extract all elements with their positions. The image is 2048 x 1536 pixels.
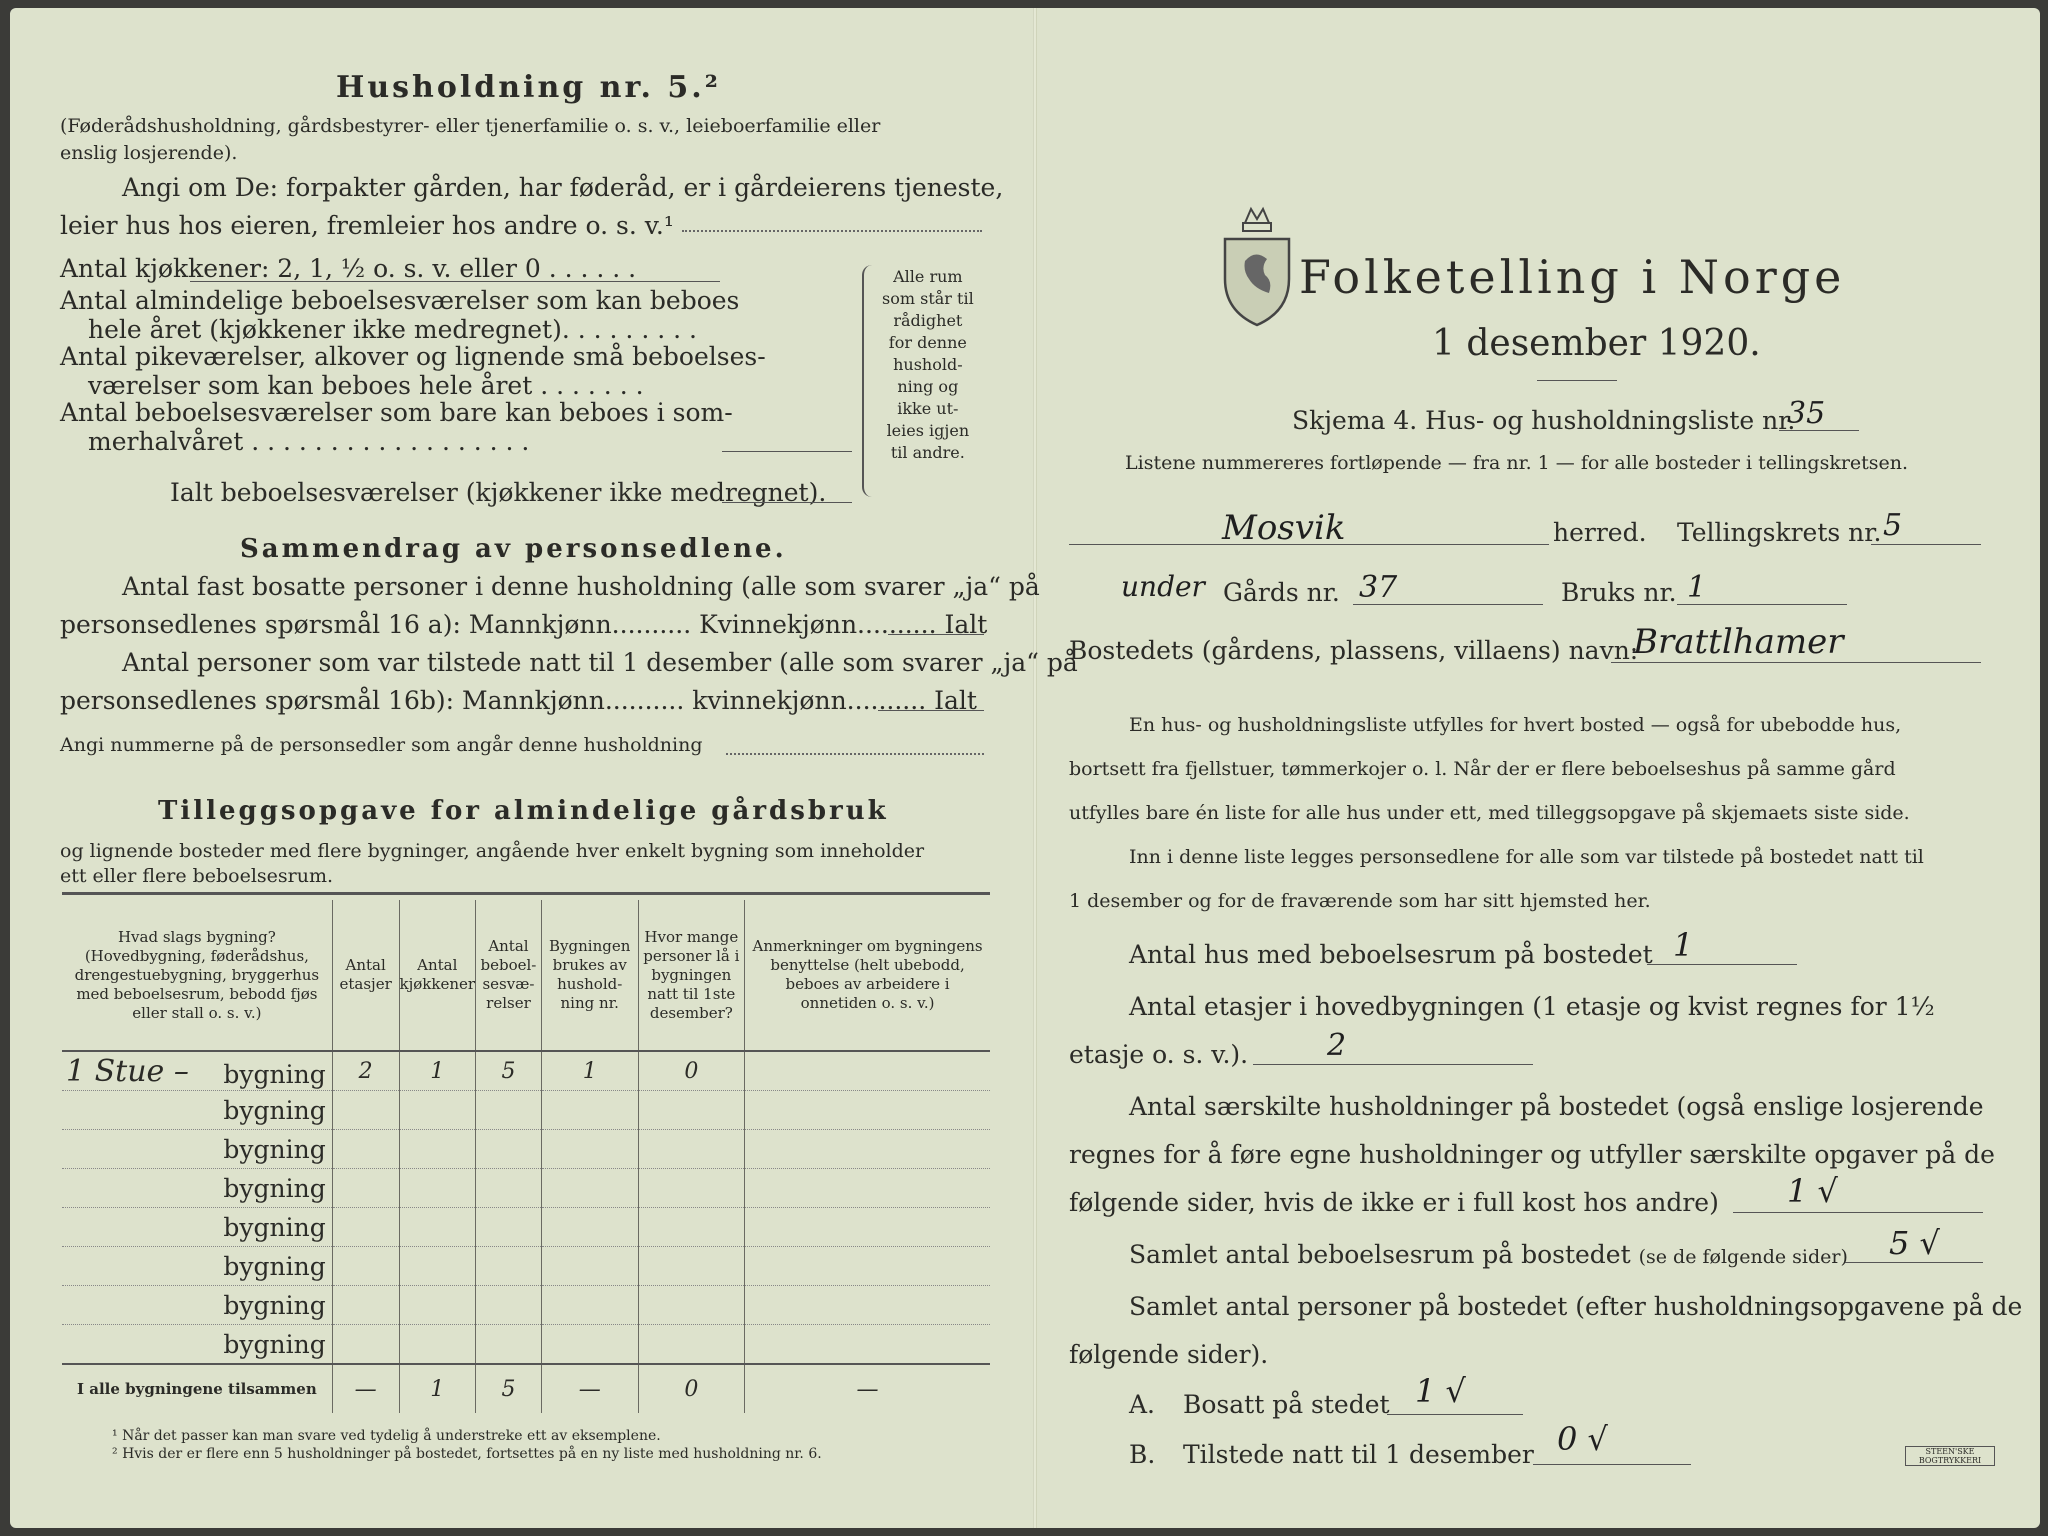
- table-row: bygning: [62, 1130, 990, 1169]
- schema-nr-value: 35: [1787, 396, 1826, 431]
- summary-line-4: personsedlenes spørsmål 16b): Mannkjønn.......... kvinnekjønn.......... Ialt: [60, 686, 977, 715]
- krets-label: Tellingskrets nr.: [1677, 518, 1882, 547]
- household-value: 1: [541, 1051, 638, 1091]
- summary-line-1: Antal fast bosatte personer i denne husholdning (alle som svarer „ja“ på: [122, 572, 1040, 601]
- q-households-a: Antal særskilte husholdninger på bostedet (også enslige losjerende: [1129, 1092, 1984, 1121]
- qa-text: Bosatt på stedet: [1183, 1390, 1390, 1419]
- rooms-line-2: hele året (kjøkkener ikke medregnet). . . . . . . . .: [88, 315, 697, 344]
- kitchens-value: 1: [399, 1051, 476, 1091]
- form-title: Folketelling i Norge: [1299, 250, 1846, 304]
- bruks-value: 1: [1687, 570, 1707, 605]
- q-rooms: Samlet antal beboelsesrum på bostedet (se de følgende sider): [1129, 1240, 1848, 1269]
- footnote-2: ² Hvis der er flere enn 5 husholdninger på bostedet, fortsettes på en ny liste med husholdning nr. 6.: [112, 1446, 822, 1462]
- kitchens-line: Antal kjøkkener: 2, 1, ½ o. s. v. eller 0 . . . . . .: [60, 254, 637, 283]
- bruks-label: Bruks nr.: [1561, 578, 1677, 607]
- footnote-1: ¹ Når det passer kan man svare ved tydelig å understreke ett av eksemplene.: [112, 1428, 661, 1444]
- buildings-table: [62, 900, 990, 1413]
- bosted-value: Brattlhamer: [1633, 622, 1844, 662]
- under-value: under: [1121, 570, 1205, 603]
- herred-label: herred.: [1553, 518, 1647, 547]
- maid-rooms-line-2: værelser som kan beboes hele året . . . . . . .: [88, 371, 644, 400]
- q-floors-value: 2: [1327, 1028, 1347, 1063]
- q-houses-value: 1: [1673, 926, 1694, 964]
- col-floors: Antal etasjer: [332, 900, 399, 1051]
- qb-value: 0 √: [1557, 1420, 1608, 1458]
- instructions-1a: En hus- og husholdningsliste utfylles for hvert bosted — også for ubebodde hus,: [1129, 714, 1902, 736]
- household-title: Husholdning nr. 5.²: [336, 70, 721, 105]
- printer-stamp: STEEN'SKE BOGTRYKKERI: [1905, 1446, 1995, 1466]
- coat-of-arms-icon: [1217, 201, 1297, 331]
- table-row: bygning: [62, 1325, 990, 1365]
- instructions-2b: 1 desember og for de fraværende som har sitt hjemsted her.: [1069, 890, 1651, 912]
- total-rooms-line: Ialt beboelsesværelser (kjøkkener ikke medregnet).: [170, 478, 827, 507]
- floors-value: 2: [332, 1051, 399, 1091]
- bosted-label: Bostedets (gårdens, plassens, villaens) navn:: [1069, 636, 1639, 665]
- qa-label: A.: [1129, 1390, 1156, 1419]
- table-header-row: [62, 900, 990, 1051]
- supplement-line-1: og lignende bosteder med flere bygninger, angående hver enkelt bygning som inneholder: [60, 840, 925, 862]
- table-row: bygning: [62, 1247, 990, 1286]
- summary-line-2: personsedlenes spørsmål 16 a): Mannkjønn.......... Kvinnekjønn.......... Ialt: [60, 610, 988, 639]
- form-date: 1 desember 1920.: [1432, 323, 1761, 364]
- right-page: [1037, 8, 2040, 1528]
- summary-line-3: Antal personer som var tilstede natt til 1 desember (alle som svarer „ja“ på: [122, 648, 1078, 677]
- qb-text: Tilstede natt til 1 desember: [1183, 1440, 1534, 1469]
- intro-line-1: (Føderådshusholdning, gårdsbestyrer- eller tjenerfamilie o. s. v., leieboerfamilie eller: [60, 115, 881, 137]
- numbering-note: Listene nummereres fortløpende — fra nr. 1 — for alle bosteder i tellingskretsen.: [1125, 452, 1909, 474]
- question-1b: leier hus hos eieren, fremleier hos andre o. s. v.¹: [60, 211, 674, 240]
- q-households-b: regnes for å føre egne husholdninger og utfyller særskilte opgaver på de: [1069, 1140, 1995, 1169]
- table-sum-row: I alle bygningene tilsammen — 1 5 — 0 —: [62, 1364, 990, 1413]
- col-persons: Hvor mange personer lå i bygningen natt til 1ste desember?: [638, 900, 745, 1051]
- q-persons-a: Samlet antal personer på bostedet (efter husholdningsopgavene på de: [1129, 1292, 2023, 1321]
- qb-label: B.: [1129, 1440, 1156, 1469]
- gards-label: Gårds nr.: [1223, 578, 1340, 607]
- rooms-line-1: Antal almindelige beboelsesværelser som kan beboes: [60, 286, 740, 315]
- instructions-1c: utfylles bare én liste for alle hus under ett, med tilleggsopgave på skjemaets siste side.: [1069, 802, 1910, 824]
- q-floors-a: Antal etasjer i hovedbygningen (1 etasje og kvist regnes for 1½: [1129, 992, 1935, 1021]
- q-rooms-value: 5 √: [1889, 1224, 1940, 1262]
- table-row: bygning: [62, 1091, 990, 1130]
- col-household-nr: Bygningen brukes av hushold-ning nr.: [541, 900, 638, 1051]
- summary-title: Sammendrag av personsedlene.: [240, 534, 787, 564]
- instructions-1b: bortsett fra fjellstuer, tømmerkojer o. l. Når der er flere beboelseshus på samme gård: [1069, 758, 1896, 780]
- col-remarks: Anmerkninger om bygningens benyttelse (helt ubebodd, beboes av arbeidere i onnetiden o. s. v.): [745, 900, 990, 1051]
- gards-value: 37: [1359, 570, 1398, 605]
- qa-value: 1 √: [1415, 1372, 1466, 1410]
- note-brace: [862, 265, 878, 497]
- building-type-value: 1 Stue –: [66, 1053, 189, 1089]
- census-form-sheet: [10, 8, 2040, 1528]
- note-block: Alle rum som står til rådighet for denne hushold- ning og ikke ut- leies igjen til andre.: [882, 267, 974, 462]
- summer-rooms-line-2: merhalvåret . . . . . . . . . . . . . . . . . .: [88, 427, 530, 456]
- col-building-type: Hvad slags bygning? (Hovedbygning, føderådshus, drengestuebygning, bryggerhus med beboelsesrum, bebodd fjøs eller stall o. s. v.): [62, 900, 332, 1051]
- schema-line: Skjema 4. Hus- og husholdningsliste nr.: [1292, 406, 1796, 435]
- q-households-c: følgende sider, hvis de ikke er i full kost hos andre): [1069, 1188, 1719, 1217]
- persons-value: 0: [638, 1051, 745, 1091]
- q-floors-b: etasje o. s. v.).: [1069, 1040, 1249, 1069]
- intro-line-2: enslig losjerende).: [60, 142, 238, 164]
- q-households-value: 1 √: [1787, 1172, 1838, 1210]
- q-persons-b: følgende sider).: [1069, 1340, 1269, 1369]
- herred-value: Mosvik: [1222, 508, 1346, 548]
- sum-label: I alle bygningene tilsammen: [62, 1364, 332, 1413]
- col-rooms: Antal beboel-sesvæ-relser: [476, 900, 542, 1051]
- table-row: bygning: [62, 1208, 990, 1247]
- q-houses: Antal hus med beboelsesrum på bostedet: [1129, 940, 1653, 969]
- supplement-line-2: ett eller flere beboelsesrum.: [60, 865, 334, 887]
- rooms-value: 5: [476, 1051, 542, 1091]
- krets-value: 5: [1883, 508, 1903, 543]
- summary-line-5: Angi nummerne på de personsedler som angår denne husholdning: [60, 734, 703, 756]
- supplement-title: Tilleggsopgave for almindelige gårdsbruk: [158, 796, 889, 826]
- left-page: [10, 8, 1078, 1528]
- summer-rooms-line-1: Antal beboelsesværelser som bare kan beboes i som-: [60, 398, 733, 427]
- col-kitchens: Antal kjøkkener: [399, 900, 476, 1051]
- maid-rooms-line-1: Antal pikeværelser, alkover og lignende små beboelses-: [60, 342, 766, 371]
- table-row: bygning: [62, 1169, 990, 1208]
- table-row: bygning: [62, 1286, 990, 1325]
- table-row: 1 Stue – bygning 2 1 5 1 0: [62, 1051, 990, 1091]
- instructions-2a: Inn i denne liste legges personsedlene for alle som var tilstede på bostedet natt til: [1129, 846, 1924, 868]
- question-1a: Angi om De: forpakter gården, har føderåd, er i gårdeierens tjeneste,: [122, 173, 1004, 202]
